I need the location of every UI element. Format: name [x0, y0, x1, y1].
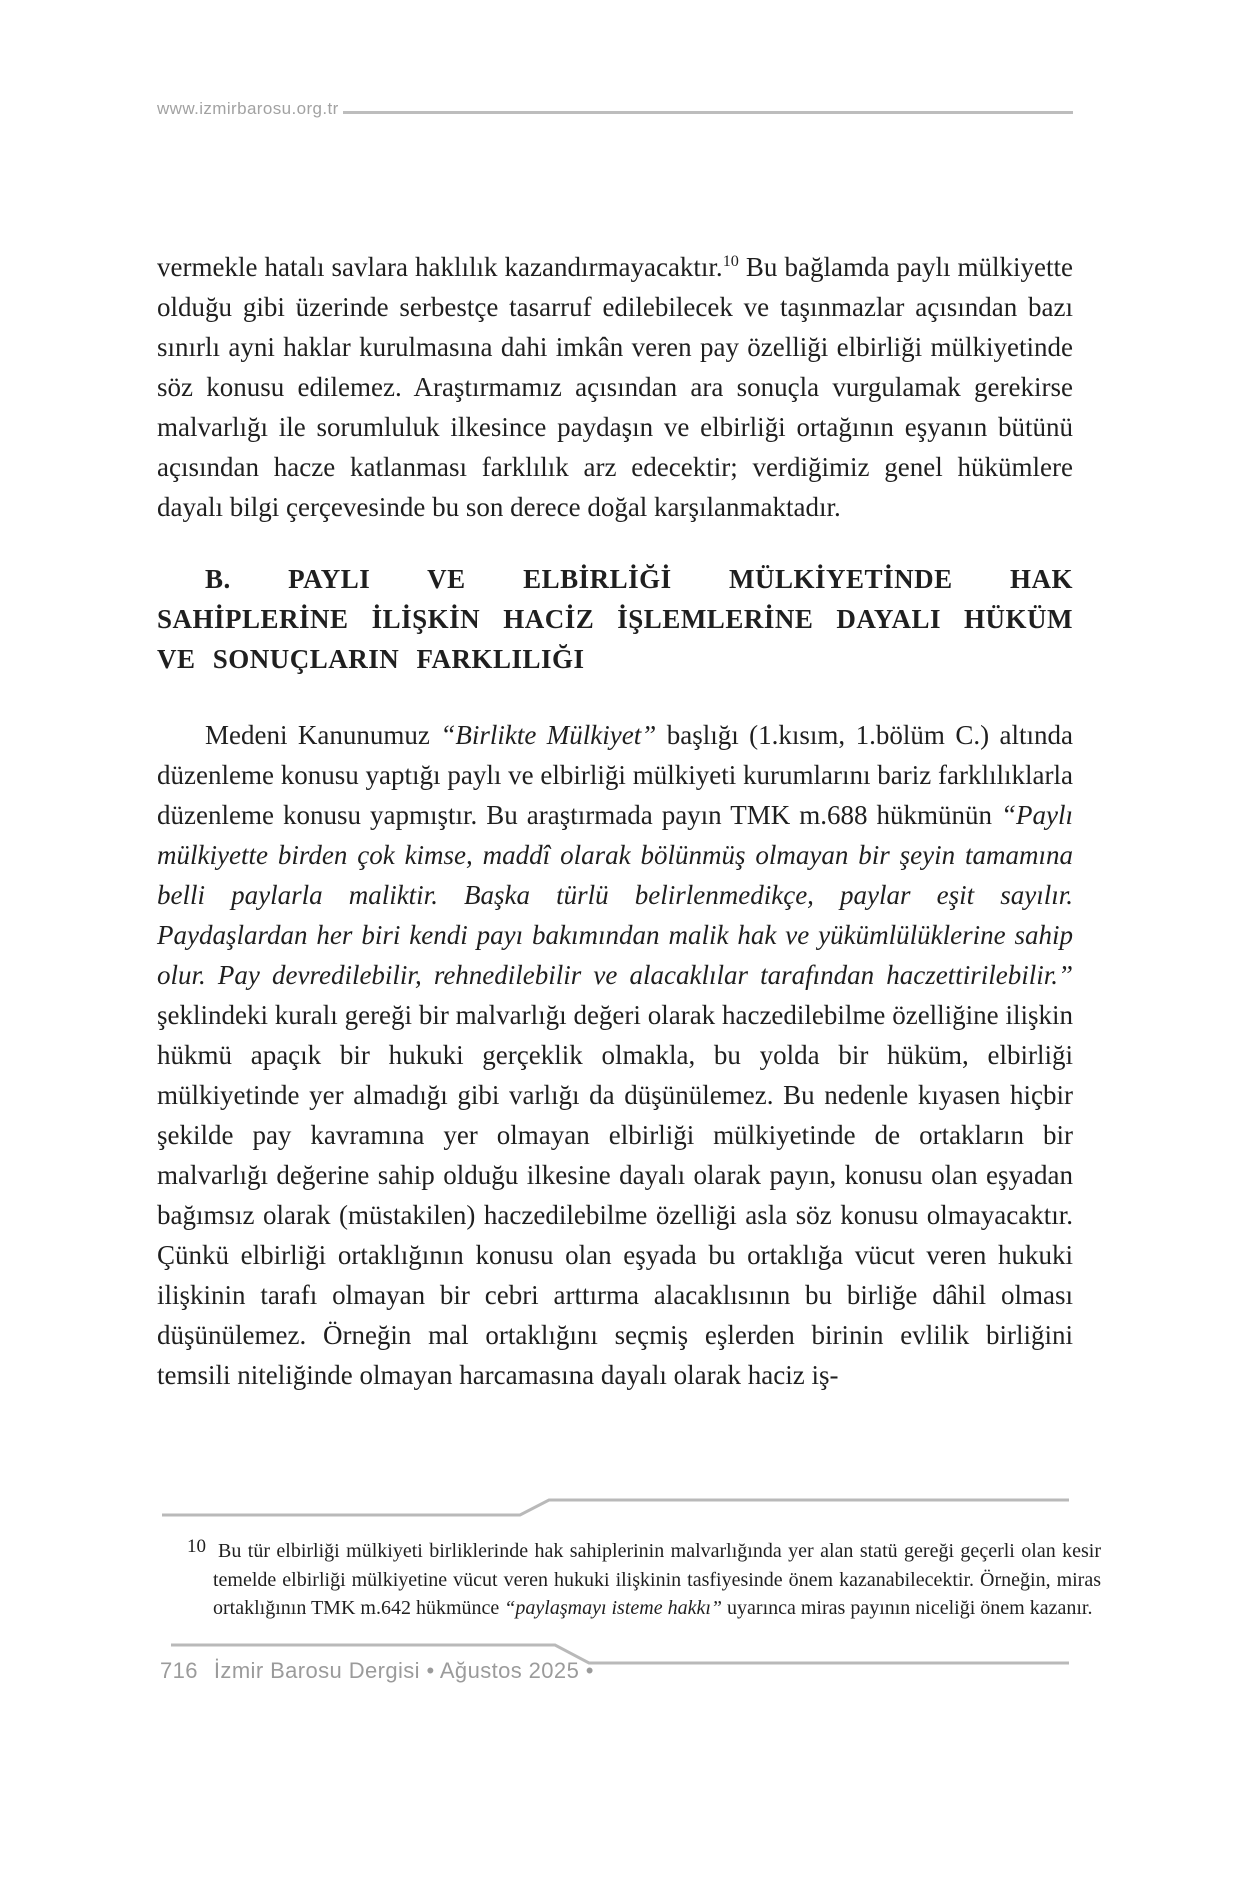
- text-segment-normal: şeklindeki kuralı gereği bir malvarlığı değeri olarak haczedilebilme özelliğine ilişkin hükmü apaçık bir hukuki gerçeklik olmakla, bu yolda bir hüküm, elbirliği mülkiyetinde yer almadığı gibi varlığı da düşünülemez. Bu nedenle kıyasen hiçbir şekilde pay kavramına yer olmayan elbirliği mülkiyetinde de ortakların bir malvarlığı değerine sahip olduğu ilkesine dayalı olarak payın, konusu olan eşyadan bağımsız olarak (müstakilen) haczedilebilme özelliği asla söz konusu olmayacaktır. Çünkü elbirliği ortaklığının konusu olan eşyada bu ortaklığa vücut veren hukuki ilişkinin tarafı olmayan bir cebri arttırma alacaklısının bu birliğe dâhil olması düşünülemez. Örneğin mal ortaklığını seçmiş eşlerden birinin evlilik birliğini temsili niteliğinde olmayan harcamasına dayalı olarak haciz iş-: [157, 1000, 1073, 1390]
- footnote-text: [213, 1540, 1101, 1619]
- text-segment-italic: “Paylı mülkiyette birden çok kimse, maddî olarak bölünmüş olmayan bir şeyin tamamına belli paylarla maliktir. Başka türlü belirlenmedikçe, paylar eşit sayılır. Paydaşlardan her biri kendi payı bakımından malik hak ve yükümlülüklerine sahip olur. Pay devredilebilir, rehnedilebilir ve alacaklılar tarafından haczettirilebilir.”: [157, 800, 1073, 990]
- page-header: [157, 100, 1073, 117]
- text-segment-normal: vermekle hatalı savlara haklılık kazandırmayacaktır.: [157, 252, 723, 282]
- text-segment-sup: 10: [722, 252, 739, 270]
- text-segment-normal: uyarınca miras payının niceliği önem kazanır.: [722, 1597, 1093, 1619]
- text-segment-normal: başlığı (1.kısım, 1.bölüm C.) altında düzenleme konusu yaptığı paylı ve elbirliği mülkiyeti kurumlarını bariz farklılıklarla düzenleme konusu yapmıştır. Bu araştırmada payın TMK m.688 hükmünün: [157, 720, 1073, 830]
- text-segment-italic: “Birlikte Mülkiyet”: [440, 720, 657, 750]
- body-paragraph-1: [157, 247, 1073, 527]
- text-segment-normal: Bu tür elbirliği mülkiyeti birliklerinde hak sahiplerinin malvarlığında yer alan statü gereği geçerli olan kesir temelde elbirliği mülkiyetine vücut veren hukuki ilişkinin tasfiyesinde önem kazanabilecektir. Örneğin, miras ortaklığının TMK m.642 hükmünce: [213, 1540, 1101, 1619]
- text-column: [157, 247, 1073, 1395]
- section-heading: B. PAYLI VE ELBİRLİĞİ MÜLKİYETİNDE HAK SAHİPLERİNE İLİŞKİN HACİZ İŞLEMLERİNE DAYALI HÜKÜM VE SONUÇLARIN FARKLILIĞI: [157, 564, 1073, 674]
- text-segment-italic: “paylaşmayı isteme hakkı”: [504, 1597, 723, 1619]
- footnote-separator: [157, 1496, 1073, 1520]
- page-number: 716: [160, 1658, 198, 1683]
- header-url: www.izmirbarosu.org.tr: [157, 99, 339, 118]
- text-segment-normal: Bu bağlamda paylı mülkiyette olduğu gibi üzerinde serbestçe tasarruf edilebilecek ve taşınmazlar açısından bazı sınırlı ayni haklar kurulmasına dahi imkân veren pay özelliği elbirliği mülkiyetinde söz konusu edilemez. Araştırmamız açısından ara sonuçla vurgulamak gerekirse malvarlığı ile sorumluluk ilkesince paydaşın ve elbirliği ortağının eşyanın bütünü açısından hacze katlanması farklılık arz edecektir; verdiğimiz genel hükümlere dayalı bilgi çerçevesinde bu son derece doğal karşılanmaktadır.: [157, 252, 1073, 522]
- footnote-number: 10: [187, 1536, 206, 1557]
- page-footer: [160, 1658, 594, 1684]
- body-paragraph-2: [157, 715, 1073, 1395]
- footnote-10: [187, 1537, 1101, 1622]
- header-rule: [343, 111, 1073, 114]
- journal-title-line: İzmir Barosu Dergisi • Ağustos 2025 •: [213, 1658, 594, 1683]
- text-segment-normal: Medeni Kanunumuz: [205, 720, 441, 750]
